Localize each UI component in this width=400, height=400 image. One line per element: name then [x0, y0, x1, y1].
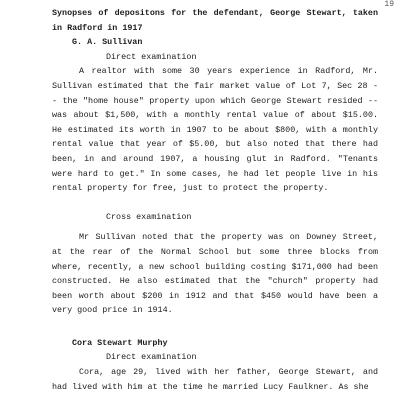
document-body	[52, 6, 378, 394]
exam-label: Direct examination	[106, 51, 197, 62]
document-heading: Synopses of depositons for the defendant, George Stewart, taken in Radford in 1917	[52, 8, 378, 33]
testimony-paragraph: Cora, age 29, lived with her father, George Stewart, and had lived with him at the time he married Lucy Faulkner. As she	[52, 367, 378, 392]
exam-label: Cross examination	[106, 211, 192, 222]
testimony-paragraph: Mr Sullivan noted that the property was on Downey Street, at the rear of the Normal School but some three blocks from where, recently, a new school building costing $171,000 had been constructed. He also estimated that the "church" property had been worth about $200 in 1912 and that $450 would have been a very good price in 1914.	[52, 232, 378, 316]
witness-name: G. A. Sullivan	[72, 37, 143, 48]
witness-name: Cora Stewart Murphy	[72, 337, 168, 348]
exam-label: Direct examination	[106, 352, 197, 363]
testimony-paragraph: A realtor with some 30 years experience in Radford, Mr. Sullivan estimated that the fair market value of Lot 7, Sec 28 -- the "home house" property upon which George Stewart resided -- was about $1,500, with a monthly rental value of about $15.00. He estimated its worth in 1907 to be about $800, with a monthly rental value that year of $5.00, but also noted that there had been, in and around 1907, a housing glut in Radford. "Tenants were hard to get." In some cases, he had let people live in his rental property for free, just to protect the property.	[52, 66, 378, 194]
page-number: 19	[384, 0, 394, 9]
